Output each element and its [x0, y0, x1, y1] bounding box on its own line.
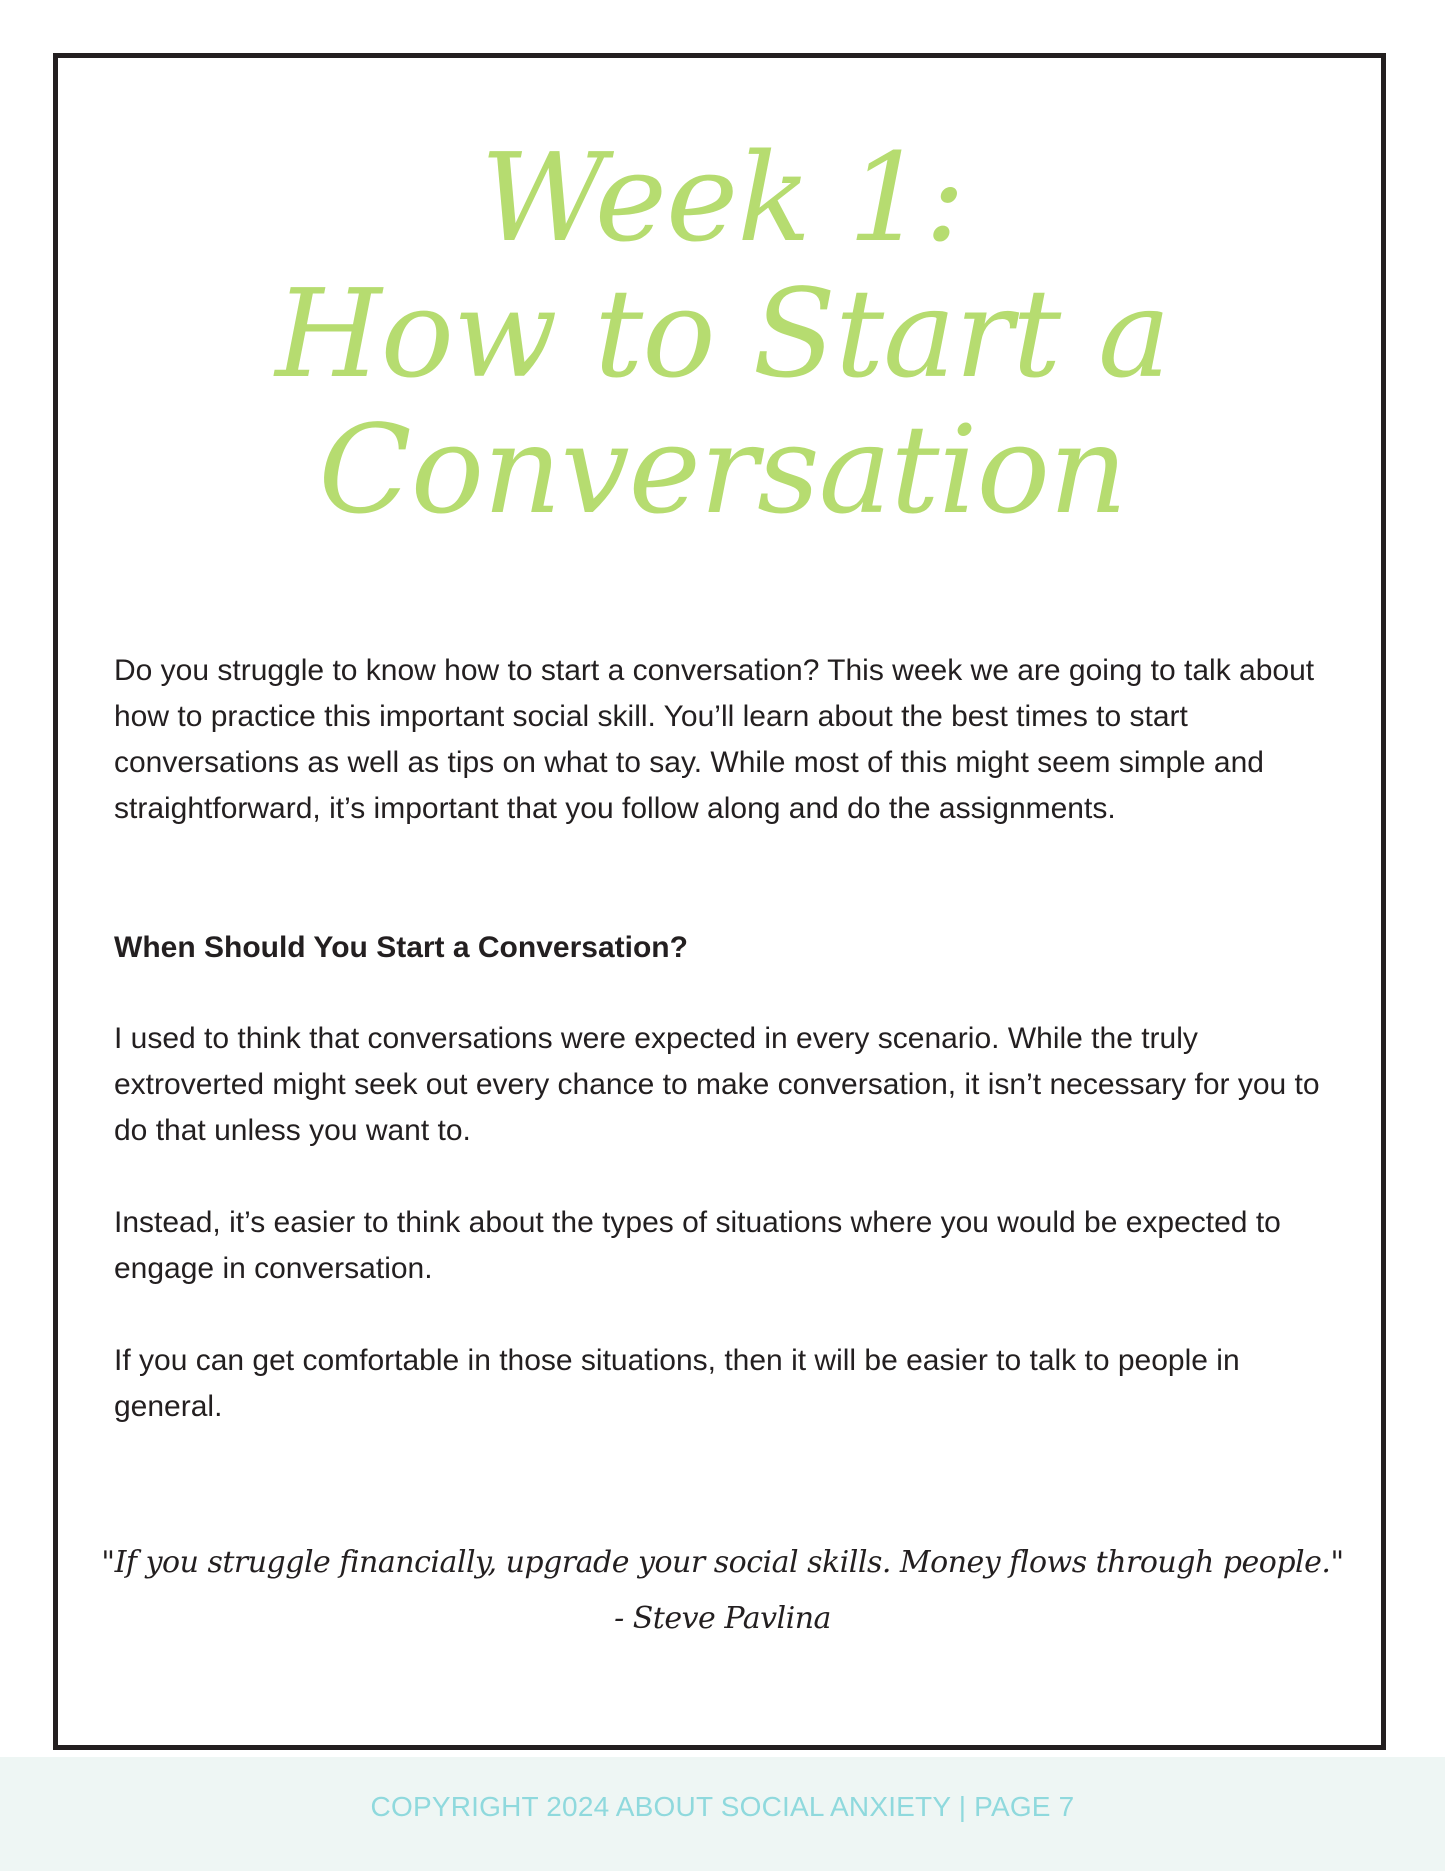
quote-block [0, 1535, 1445, 1647]
footer-bar [0, 1757, 1445, 1871]
paragraph-3 [114, 1200, 1344, 1292]
intro-text: Do you struggle to know how to start a conversation? This week we are going to talk about how to practice this important social skill. You’ll learn about the best times to start conversations as well as tips on what to say. While most of this might seem simple and straightforward, it’s important that you follow along and do the assignments. [114, 654, 1315, 825]
paragraph-4-text: If you can get comfortable in those situations, then it will be easier to talk to people in general. [114, 1344, 1240, 1423]
footer-copyright: COPYRIGHT 2024 ABOUT SOCIAL ANXIETY | PAGE 7 [370, 1791, 1075, 1822]
title-line-1: Week 1: [480, 127, 965, 269]
page-title [0, 127, 1445, 541]
section-heading [114, 925, 1344, 971]
title-line-3: Conversation [318, 399, 1127, 541]
paragraph-2-text: I used to think that conversations were expected in every scenario. While the truly extroverted might seek out every chance to make conversation, it isn’t necessary for you to do that unless you want to. [114, 1022, 1320, 1147]
paragraph-3-text: Instead, it’s easier to think about the types of situations where you would be expected to engage in conversation. [114, 1206, 1281, 1285]
section-heading-text: When Should You Start a Conversation? [114, 931, 688, 964]
paragraph-4 [114, 1338, 1344, 1430]
title-line-2: How to Start a [275, 263, 1170, 405]
paragraph-2 [114, 1016, 1344, 1154]
quote-text: "If you struggle financially, upgrade your social skills. Money flows through people." [101, 1545, 1344, 1580]
quote-author: - Steve Pavlina [614, 1601, 831, 1636]
intro-paragraph [114, 648, 1344, 832]
